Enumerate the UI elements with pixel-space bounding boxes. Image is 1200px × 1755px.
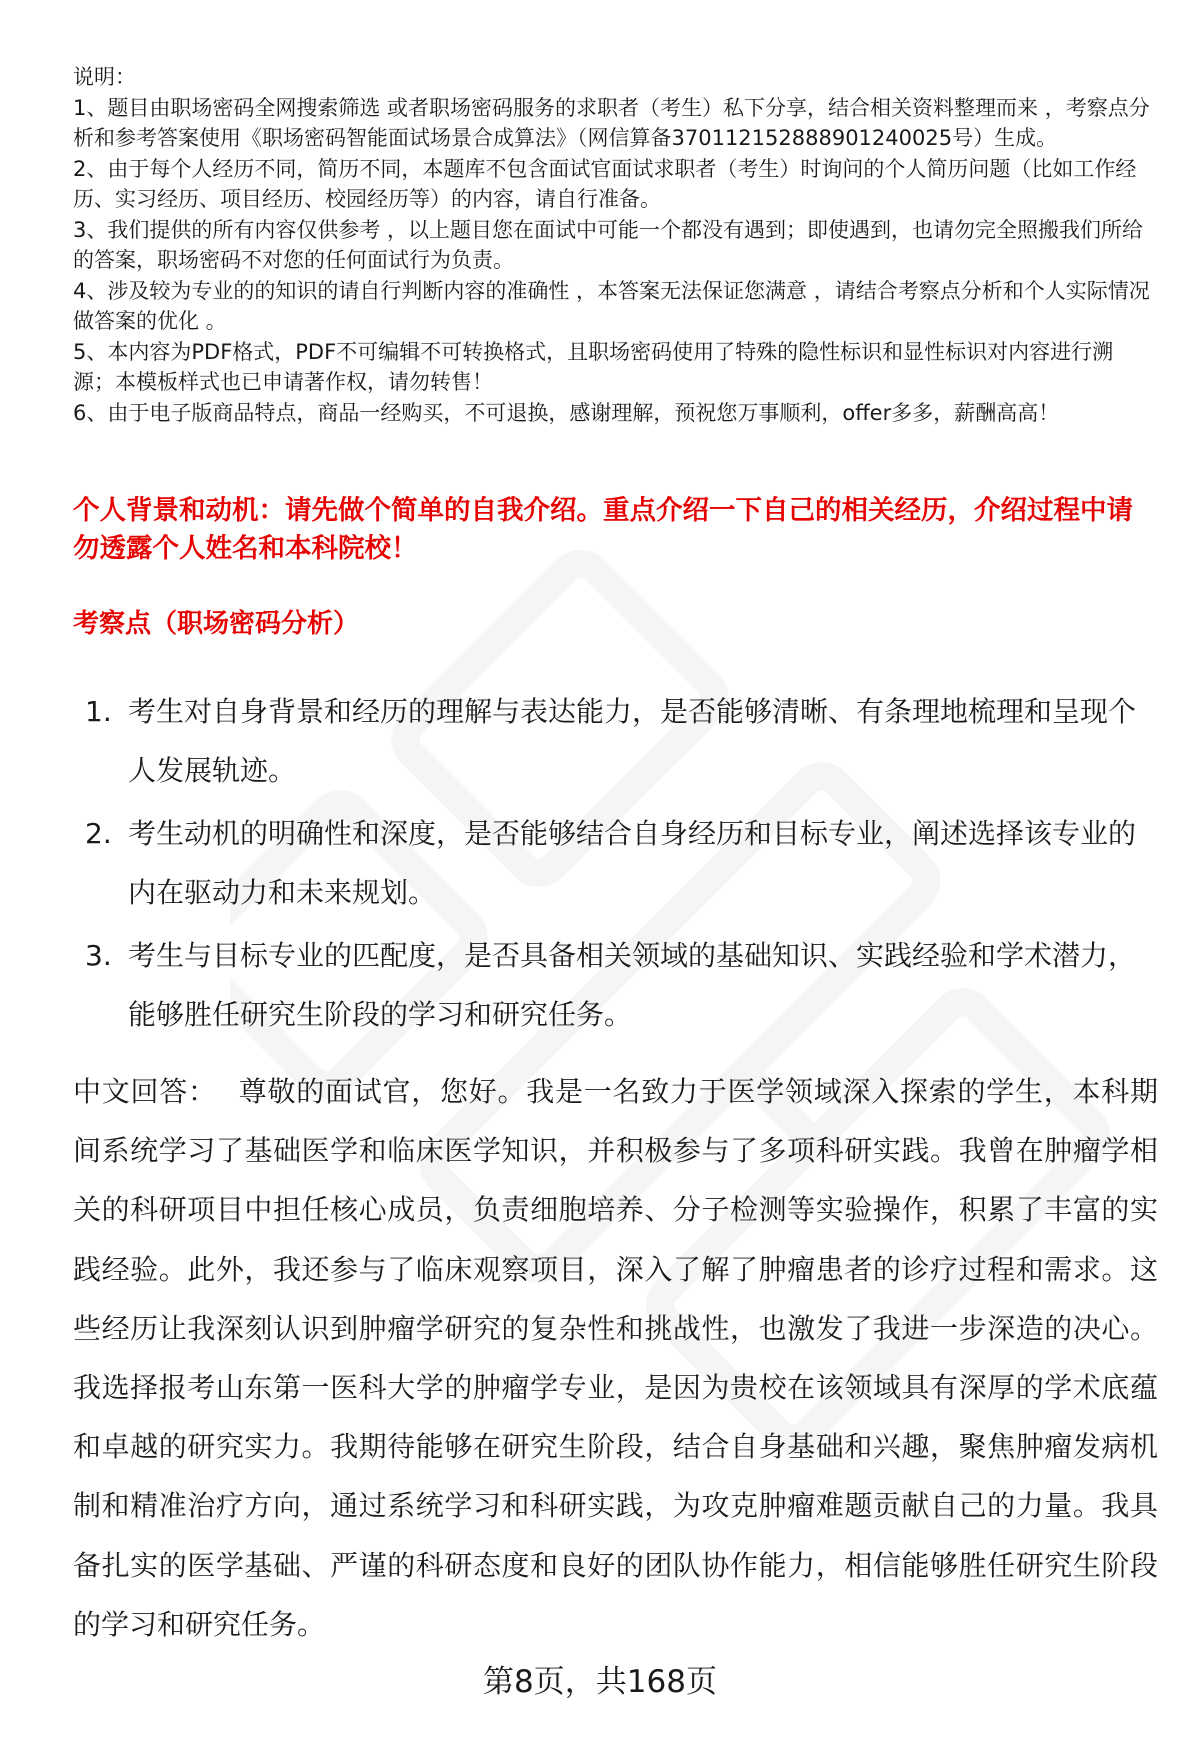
answer-text: 尊敬的面试官，您好。我是一名致力于医学领域深入探索的学生，本科期间系统学习了基础医学和临床医学知识，并积极参与了多项科研实践。我曾在肿瘤学相关的科研项目中担任核心成员，负责细胞培养、分子检测等实验操作，积累了丰富的实践经验。此外，我还参与了临床观察项目，深入了解了肿瘤患者的诊疗过程和需求。这些经历让我深刻认识到肿瘤学研究的复杂性和挑战性，也激发了我进一步深造的决心。我选择报考山东第一医科大学的肿瘤学专业，是因为贵校在该领域具有深厚的学术底蕴和卓越的研究实力。我期待能够在研究生阶段，结合自身基础和兴趣，聚焦肿瘤发病机制和精准治疗方向，通过系统学习和科研实践，为攻克肿瘤难题贡献自己的力量。我具备扎实的医学基础、严谨的科研态度和良好的团队协作能力，相信能够胜任研究生阶段的学习和研究任务。: [73, 1075, 1158, 1641]
instructions-heading: 说明：: [73, 65, 136, 89]
point-text: 考生动机的明确性和深度，是否能够结合自身经历和目标专业，阐述选择该专业的内在驱动力和未来规划。: [128, 817, 1137, 909]
analysis-title: 考察点（职场密码分析）: [73, 609, 360, 639]
point-number: 3.: [85, 939, 112, 972]
interview-question: 个人背景和动机：请先做个简单的自我介绍。重点介绍一下自己的相关经历，介绍过程中请勿透露个人姓名和本科院校！: [73, 495, 1133, 564]
instructions-section: [73, 62, 1153, 428]
point-number: 1.: [85, 695, 112, 728]
point-text: 考生对自身背景和经历的理解与表达能力，是否能够清晰、有条理地梳理和呈现个人发展轨迹。: [128, 695, 1137, 787]
analysis-point: [85, 926, 1145, 1044]
instruction-item: 1、题目由职场密码全网搜索筛选 或者职场密码服务的求职者（考生）私下分享，结合相关资料整理而来 ，考察点分析和参考答案使用《职场密码智能面试场景合成算法》（网信算备370112152888901240025号）生成。: [73, 95, 1150, 150]
instruction-item: 6、由于电子版商品特点，商品一经购买，不可退换，感谢理解，预祝您万事顺利，offer多多，薪酬高高！: [73, 400, 1060, 425]
instruction-item: 2、由于每个人经历不同，简历不同，本题库不包含面试官面试求职者（考生）时询问的个人简历问题（比如工作经历、实习经历、项目经历、校园经历等）的内容，请自行准备。: [73, 156, 1137, 211]
point-number: 2.: [85, 817, 112, 850]
analysis-points-list: [85, 682, 1145, 1048]
page-number: 第8页，共168页: [483, 1664, 717, 1700]
instruction-item: 4、涉及较为专业的的知识的请自行判断内容的准确性 ，本答案无法保证您满意 ，请结合考察点分析和个人实际情况做答案的优化 。: [73, 278, 1150, 333]
analysis-point: [85, 804, 1145, 922]
instruction-item: 3、我们提供的所有内容仅供参考 ，以上题目您在面试中可能一个都没有遇到；即使遇到，也请勿完全照搬我们所给的答案，职场密码不对您的任何面试行为负责。: [73, 217, 1144, 272]
point-text: 考生与目标专业的匹配度，是否具备相关领域的基础知识、实践经验和学术潜力，能够胜任研究生阶段的学习和研究任务。: [128, 939, 1137, 1031]
answer-label: 中文回答：: [73, 1075, 217, 1108]
instruction-item: 5、本内容为PDF格式，PDF不可编辑不可转换格式，且职场密码使用了特殊的隐性标识和显性标识对内容进行溯源；本模板样式也已申请著作权，请勿转售！: [73, 339, 1114, 394]
analysis-point: [85, 682, 1145, 800]
answer-section: [73, 1062, 1158, 1654]
